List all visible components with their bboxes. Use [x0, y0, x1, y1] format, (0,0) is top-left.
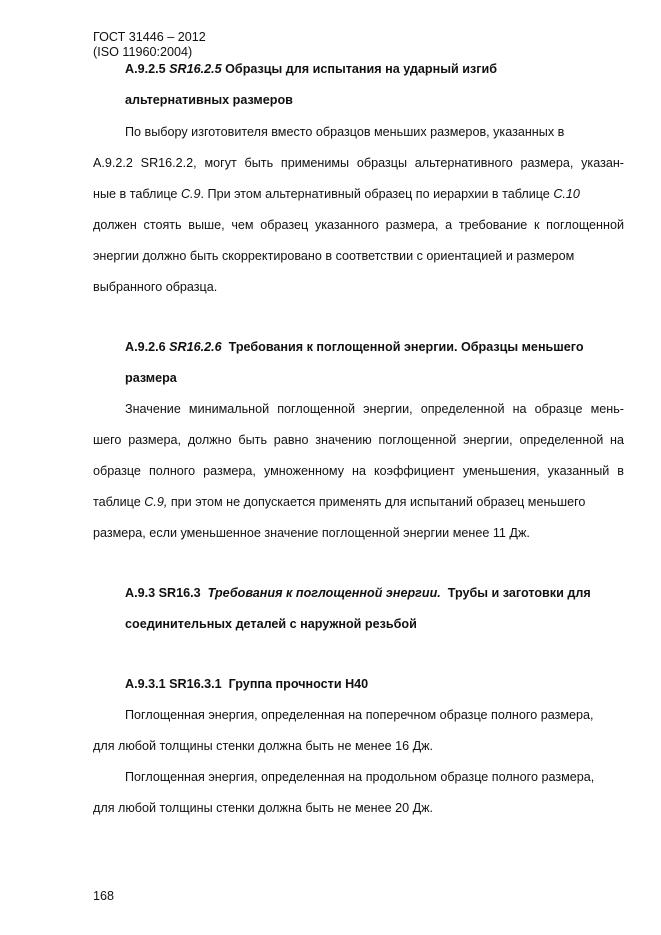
paragraph-line: шего размера, должно быть равно значению поглощенной энергии, определенной на — [93, 433, 624, 447]
paragraph-line: Значение минимальной поглощенной энергии, определенной на образце мень- — [125, 402, 624, 416]
document-standard-number: ГОСТ 31446 – 2012 — [93, 30, 206, 44]
section-title-italic: Требования к поглощенной энергии. — [207, 586, 441, 600]
section-title: Образцы для испытания на ударный изгиб — [225, 62, 497, 76]
section-number: А.9.3.1 SR16.3.1 — [125, 677, 222, 691]
section-title-continuation: альтернативных размеров — [125, 93, 293, 107]
section-heading-a93 — [125, 586, 591, 601]
text-run: таблице — [93, 495, 145, 509]
section-title-continuation: соединительных деталей с наружной резьбой — [125, 617, 417, 631]
section-number: А.9.2.5 — [125, 62, 166, 76]
paragraph-line: Поглощенная энергия, определенная на продольном образце полного размера, — [125, 770, 595, 784]
section-number: А.9.2.6 — [125, 340, 166, 354]
table-reference: С.9 — [180, 187, 201, 201]
paragraph-line: выбранного образца. — [93, 280, 218, 294]
text-run: при этом не допускается применять для испытаний образец меньшего — [167, 495, 586, 509]
section-title: Требования к поглощенной энергии. Образцы меньшего — [228, 340, 584, 354]
table-reference: С.9, — [144, 495, 168, 509]
paragraph-line: образце полного размера, умноженному на коэффициент уменьшения, указанный в — [93, 464, 624, 478]
section-title: Группа прочности Н40 — [228, 677, 369, 691]
text-run: ные в таблице — [93, 187, 181, 201]
paragraph-line: размера, если уменьшенное значение поглощенной энергии менее 11 Дж. — [93, 526, 530, 540]
text-run: . При этом альтернативный образец по иерархии в таблице — [200, 187, 554, 201]
section-heading-a926 — [125, 340, 584, 355]
paragraph-line: должен стоять выше, чем образец указанного размера, а требование к поглощенной — [93, 218, 624, 232]
paragraph-line — [93, 187, 624, 202]
paragraph-line: энергии должно быть скорректировано в соответствии с ориентацией и размером — [93, 249, 575, 263]
document-iso-reference: (ISO 11960:2004) — [93, 45, 193, 59]
paragraph-line: А.9.2.2 SR16.2.2, могут быть применимы образцы альтернативного размера, указан- — [93, 156, 624, 170]
paragraph-line: для любой толщины стенки должна быть не менее 16 Дж. — [93, 739, 434, 753]
table-reference: С.10 — [553, 187, 580, 201]
section-number: А.9.3 SR16.3 — [125, 586, 201, 600]
paragraph-line: Поглощенная энергия, определенная на поперечном образце полного размера, — [125, 708, 594, 722]
section-title: Трубы и заготовки для — [447, 586, 591, 600]
paragraph-line: По выбору изготовителя вместо образцов меньших размеров, указанных в — [125, 125, 565, 139]
section-heading-a931 — [125, 677, 368, 692]
section-heading-a925 — [125, 62, 497, 77]
section-code: SR16.2.5 — [169, 62, 222, 76]
page-number: 168 — [93, 889, 115, 903]
paragraph-line: для любой толщины стенки должна быть не менее 20 Дж. — [93, 801, 434, 815]
paragraph-line — [93, 495, 624, 510]
section-title-continuation: размера — [125, 371, 177, 385]
section-code: SR16.2.6 — [169, 340, 222, 354]
